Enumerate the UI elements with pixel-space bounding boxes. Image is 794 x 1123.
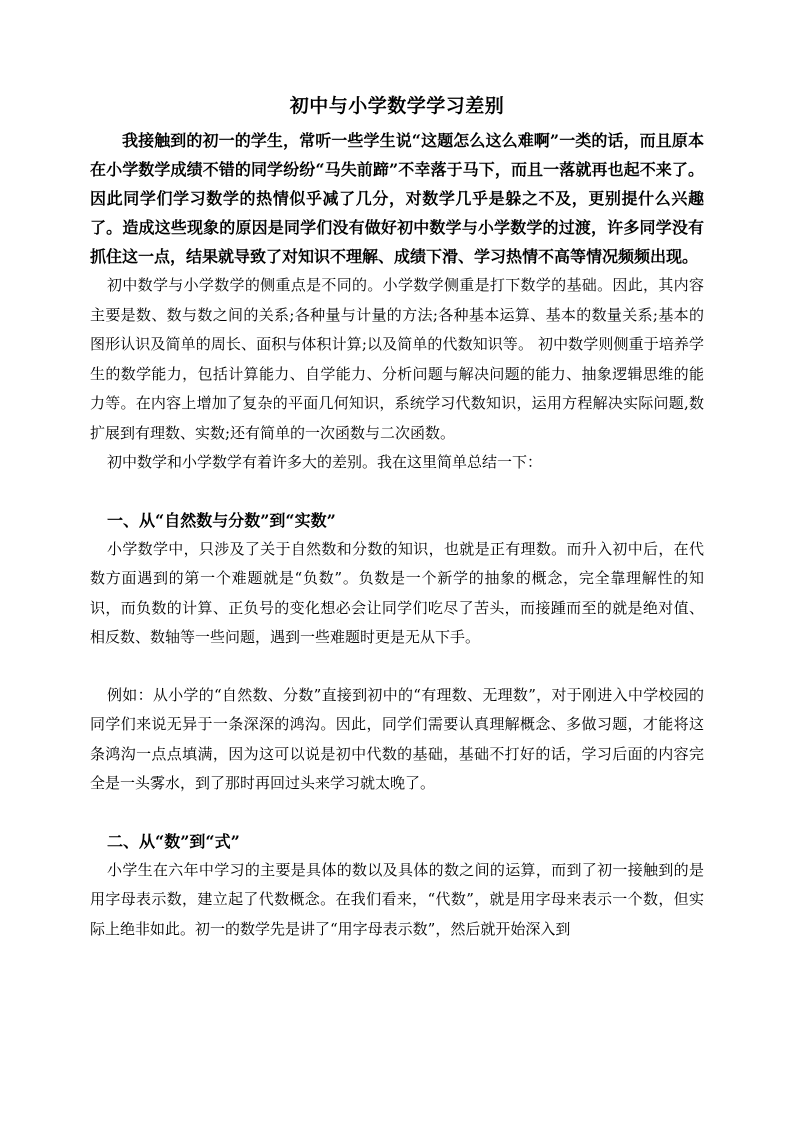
body-paragraph: 初中数学与小学数学的侧重点是不同的。小学数学侧重是打下数学的基础。因此，其内容主要是数、数与数之间的关系;各种量与计量的方法;各种基本运算、基本的数量关系;基本的图形认识及简单的周长、面积与体积计算;以及简单的代数知识等。 初中数学则侧重于培养学生的数学能力，包括计算能力、自学能力、分析问题与解决问题的能力、抽象逻辑思维的能力等。在内容上增加了复杂的平面几何知识，系统学习代数知识，运用方程解决实际问题,数扩展到有理数、实数;还有简单的一次函数与二次函数。	[90, 276, 704, 442]
spacer	[90, 478, 704, 506]
document-page	[90, 92, 704, 944]
body-paragraph: 例如：从小学的“自然数、分数”直接到初中的“有理数、无理数”，对于刚进入中学校园的同学们来说无异于一条深深的鸿沟。因此，同学们需要认真理解概念、多做习题，才能将这条鸿沟一点点填满，因为这可以说是初中代数的基础，基础不打好的话，学习后面的内容完全是一头雾水，到了那时再回过头来学习就太晚了。	[90, 685, 704, 792]
body-paragraph: 初中数学和小学数学有着许多大的差别。我在这里简单总结一下：	[107, 453, 543, 471]
section-heading: 一、从“自然数与分数”到“实数”	[107, 510, 336, 530]
body-paragraph: 小学数学中，只涉及了关于自然数和分数的知识，也就是正有理数。而升入初中后，在代数方面遇到的第一个难题就是“负数”。负数是一个新学的抽象的概念，完全靠理解性的知识，而负数的计算、正负号的变化想必会让同学们吃尽了苦头，而接踵而至的就是绝对值、相反数、数轴等一些问题，遇到一些难题时更是无从下手。	[90, 539, 704, 646]
section-heading: 二、从“数”到“式”	[107, 831, 240, 851]
spacer	[90, 653, 704, 681]
intro-paragraph: 我接触到的初一的学生，常听一些学生说“这题怎么这么难啊”一类的话，而且原本在小学数学成绩不错的同学纷纷“马失前蹄”不幸落于马下，而且一落就再也起不来了。因此同学们学习数学的热情似乎减了几分，对数学几乎是躲之不及，更别提什么兴趣了。造成这些现象的原因是同学们没有做好初中数学与小学数学的过渡，许多同学没有抓住这一点，结果就导致了对知识不理解、成绩下滑、学习热情不高等情况频频出现。	[90, 131, 704, 266]
document-title: 初中与小学数学学习差别	[289, 95, 505, 117]
spacer	[90, 799, 704, 827]
body-paragraph: 小学生在六年中学习的主要是具体的数以及具体的数之间的运算，而到了初一接触到的是用字母表示数，建立起了代数概念。在我们看来，“代数”，就是用字母来表示一个数，但实际上绝非如此。初一的数学先是讲了“用字母表示数”，然后就开始深入到	[90, 860, 704, 938]
